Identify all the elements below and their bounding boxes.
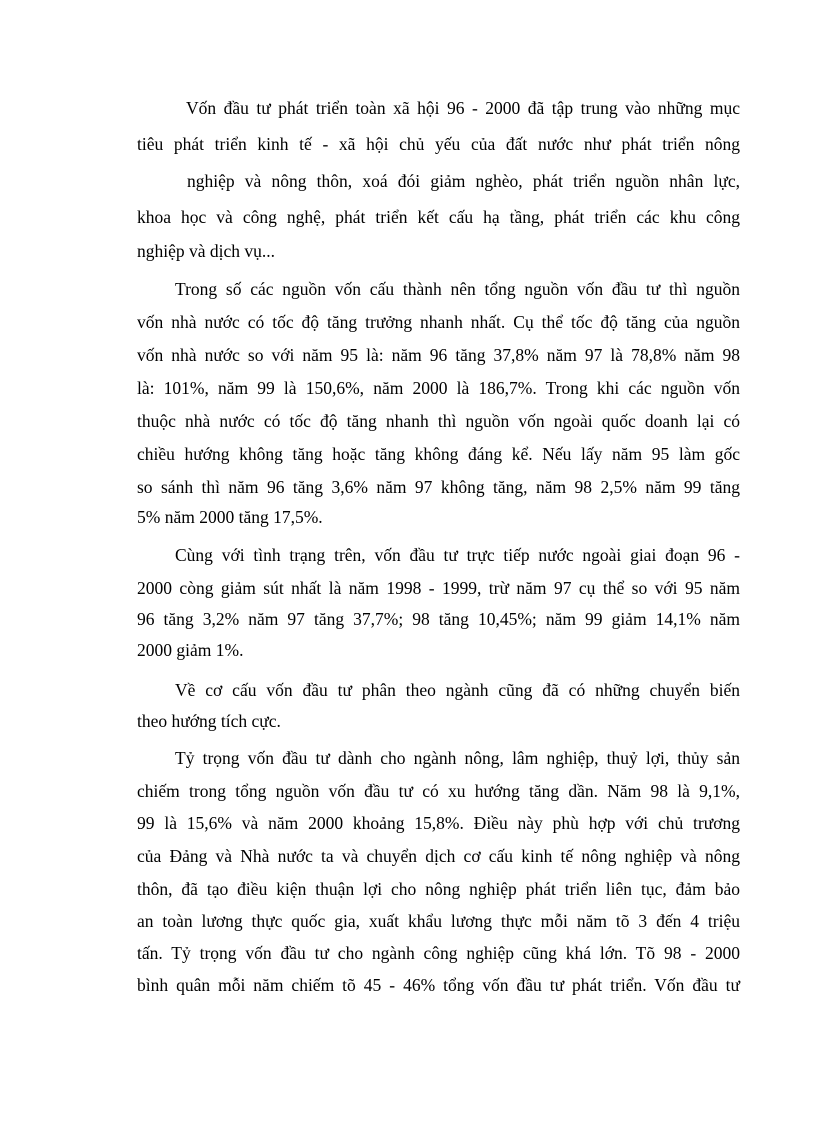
paragraph-2-line-4: là: 101%, năm 99 là 150,6%, năm 2000 là 186,7%. Trong khi các nguồn vốn — [137, 378, 740, 398]
paragraph-1-line-1: Vốn đầu tư phát triển toàn xã hội 96 - 2000 đã tập trung vào những mục — [186, 98, 740, 118]
paragraph-2-line-5: thuộc nhà nước có tốc độ tăng nhanh thì nguồn vốn ngoài quốc doanh lại có — [137, 411, 740, 431]
paragraph-2-line-7: so sánh thì năm 96 tăng 3,6% năm 97 không tăng, năm 98 2,5% năm 99 tăng — [137, 477, 740, 497]
paragraph-5-line-6: an toàn lương thực quốc gia, xuất khẩu lương thực mỗi năm tõ 3 đến 4 triệu — [137, 911, 740, 931]
paragraph-3-line-1: Cùng với tình trạng trên, vốn đầu tư trực tiếp nước ngoài giai đoạn 96 - — [175, 545, 740, 565]
paragraph-4-line-1: Về cơ cấu vốn đầu tư phân theo ngành cũng đã có những chuyển biến — [175, 680, 740, 700]
paragraph-2-line-8: 5% năm 2000 tăng 17,5%. — [137, 507, 323, 527]
paragraph-5-line-4: của Đảng và Nhà nước ta và chuyển dịch cơ cấu kinh tế nông nghiệp và nông — [137, 846, 740, 866]
paragraph-5-line-3: 99 là 15,6% và năm 2000 khoảng 15,8%. Điều này phù hợp với chủ trương — [137, 813, 740, 833]
paragraph-3-line-2: 2000 còng giảm sút nhất là năm 1998 - 1999, trừ năm 97 cụ thể so với 95 năm — [137, 578, 740, 598]
paragraph-2-line-6: chiều hướng không tăng hoặc tăng không đáng kể. Nếu lấy năm 95 làm gốc — [137, 444, 740, 464]
paragraph-1-line-3: nghiệp và nông thôn, xoá đói giảm nghèo, phát triển nguồn nhân lực, — [187, 171, 740, 191]
paragraph-1-line-2: tiêu phát triển kinh tế - xã hội chủ yếu của đất nước như phát triển nông — [137, 134, 740, 154]
paragraph-3-line-3: 96 tăng 3,2% năm 97 tăng 37,7%; 98 tăng 10,45%; năm 99 giảm 14,1% năm — [137, 609, 740, 629]
paragraph-5-line-2: chiếm trong tổng nguồn vốn đầu tư có xu hướng tăng dần. Năm 98 là 9,1%, — [137, 781, 740, 801]
paragraph-5-line-1: Tỷ trọng vốn đầu tư dành cho ngành nông, lâm nghiệp, thuỷ lợi, thủy sản — [175, 748, 740, 768]
paragraph-1-line-5: nghiệp và dịch vụ... — [137, 241, 276, 261]
paragraph-2-line-2: vốn nhà nước có tốc độ tăng trưởng nhanh nhất. Cụ thể tốc độ tăng của nguồn — [137, 312, 740, 332]
paragraph-5-line-5: thôn, đã tạo điều kiện thuận lợi cho nông nghiệp phát triển liên tục, đảm bảo — [137, 879, 740, 899]
paragraph-5-line-8: bình quân mỗi năm chiếm tõ 45 - 46% tổng vốn đầu tư phát triển. Vốn đầu tư — [137, 975, 740, 995]
paragraph-4-line-2: theo hướng tích cực. — [137, 711, 281, 731]
paragraph-2-line-1: Trong số các nguồn vốn cấu thành nên tổng nguồn vốn đầu tư thì nguồn — [175, 279, 740, 299]
paragraph-3-line-4: 2000 giảm 1%. — [137, 640, 244, 660]
paragraph-1-line-4: khoa học và công nghệ, phát triển kết cấu hạ tầng, phát triển các khu công — [137, 207, 740, 227]
paragraph-2-line-3: vốn nhà nước so với năm 95 là: năm 96 tăng 37,8% năm 97 là 78,8% năm 98 — [137, 345, 740, 365]
paragraph-5-line-7: tấn. Tỷ trọng vốn đầu tư cho ngành công nghiệp cũng khá lớn. Tõ 98 - 2000 — [137, 943, 740, 963]
